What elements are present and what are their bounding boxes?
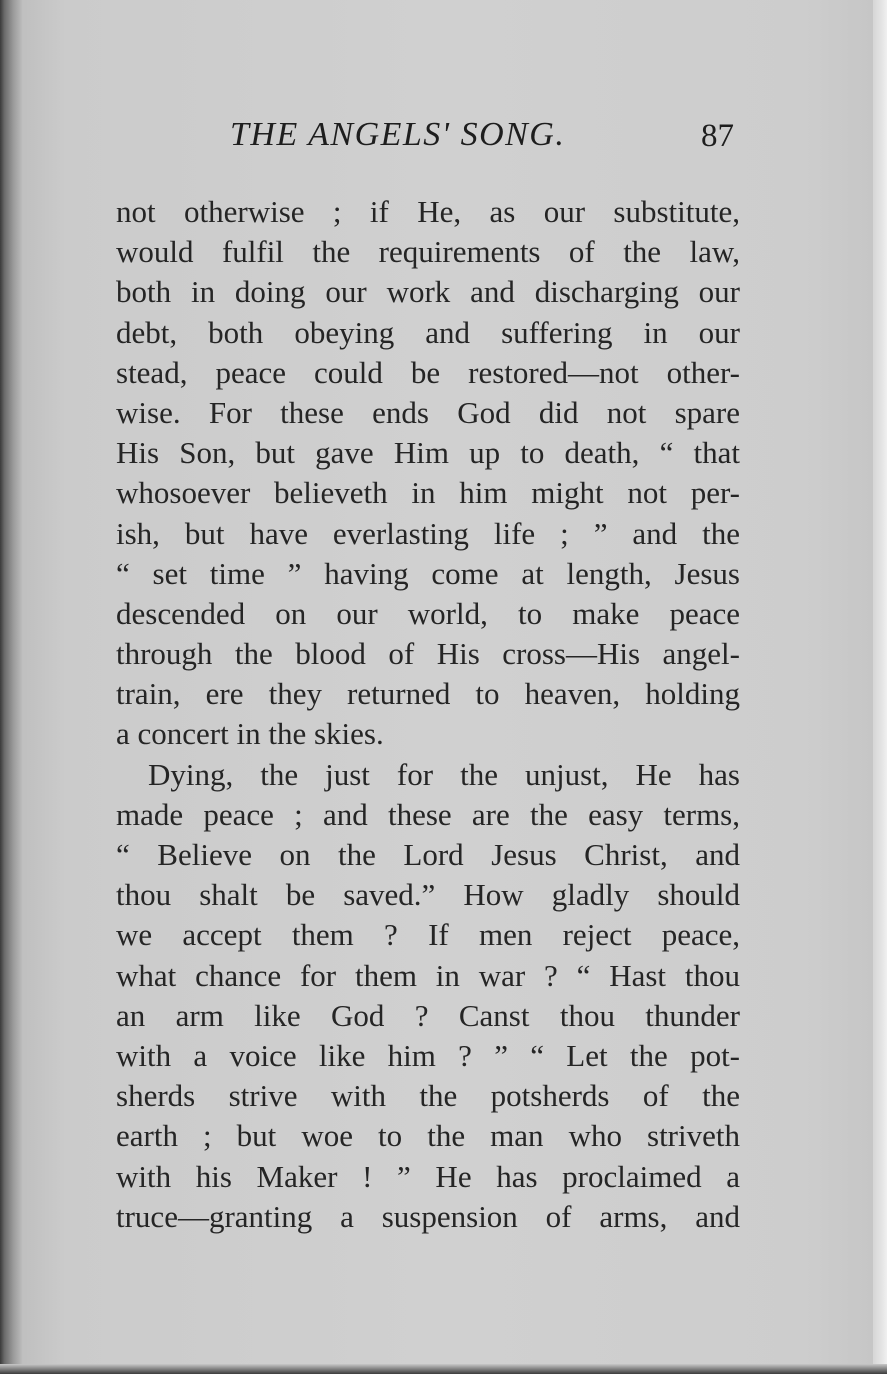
text-line: sherds strive with the potsherds of the [116, 1078, 740, 1114]
text-line: “ set time ” having come at length, Jesus [116, 555, 740, 591]
running-title: THE ANGELS' SONG. [230, 116, 566, 153]
text-line: earth ; but woe to the man who striveth [116, 1118, 740, 1154]
text-line: what chance for them in war ? “ Hast thou [116, 957, 740, 993]
text-line: an arm like God ? Canst thou thunder [116, 997, 740, 1033]
page-edge [873, 0, 887, 1374]
text-line: thou shalt be saved.” How gladly should [116, 877, 740, 913]
text-line: descended on our world, to make peace [116, 595, 740, 631]
running-header [230, 116, 740, 166]
text-line: stead, peace could be restored—not other- [116, 354, 740, 390]
text-line: with his Maker ! ” He has proclaimed a [116, 1158, 740, 1194]
text-line: made peace ; and these are the easy terms, [116, 796, 740, 832]
text-line: both in doing our work and discharging our [116, 274, 740, 310]
body-text [116, 192, 740, 1237]
text-line: wise. For these ends God did not spare [116, 394, 740, 430]
page-bottom-edge [0, 1364, 887, 1374]
text-line: ish, but have everlasting life ; ” and the [116, 515, 740, 551]
paragraph-first-line: Dying, the just for the unjust, He has [148, 756, 740, 792]
paragraph-end-line: a concert in the skies. [116, 716, 384, 752]
text-line: train, ere they returned to heaven, holding [116, 676, 740, 712]
text-line: whosoever believeth in him might not per- [116, 475, 740, 511]
binding-gutter [0, 0, 22, 1374]
text-line: would fulfil the requirements of the law, [116, 234, 740, 270]
text-line: not otherwise ; if He, as our substitute, [116, 194, 740, 229]
text-line: His Son, but gave Him up to death, “ that [116, 435, 740, 471]
text-line: through the blood of His cross—His angel- [116, 636, 740, 672]
page-number: 87 [701, 118, 734, 154]
text-line: “ Believe on the Lord Jesus Christ, and [116, 837, 740, 872]
text-line: truce—granting a suspension of arms, and [116, 1198, 740, 1234]
text-line: debt, both obeying and suffering in our [116, 314, 740, 350]
text-line: we accept them ? If men reject peace, [116, 917, 740, 953]
text-line: with a voice like him ? ” “ Let the pot- [116, 1037, 740, 1073]
